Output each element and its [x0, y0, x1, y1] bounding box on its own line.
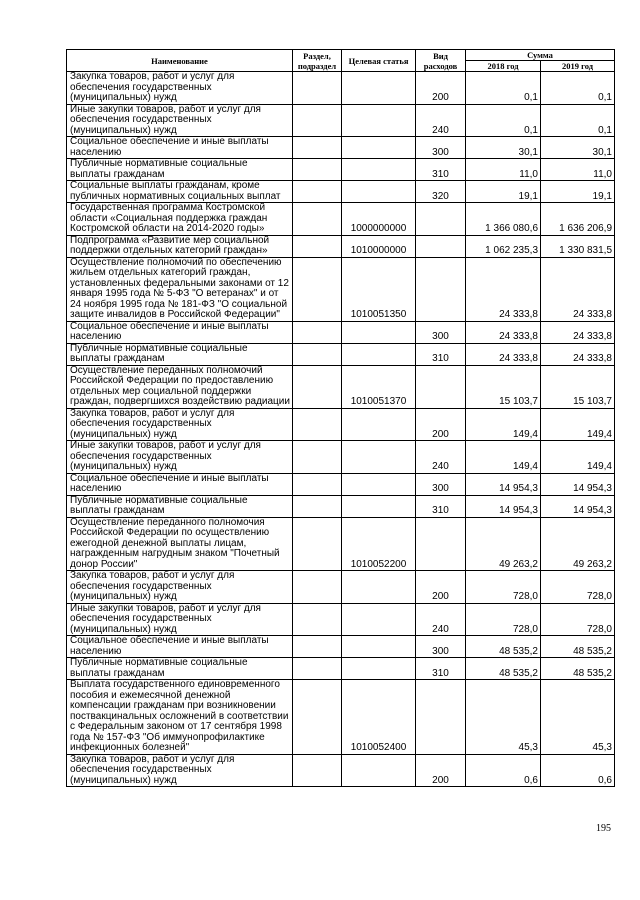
row-section — [293, 495, 342, 517]
row-expense-type: 200 — [416, 754, 466, 787]
header-expense-type: Вид расходов — [416, 50, 466, 72]
table-row — [67, 181, 615, 203]
table-row — [67, 408, 615, 441]
row-sum-2019: 1 636 206,9 — [541, 203, 615, 236]
row-sum-2019: 15 103,7 — [541, 365, 615, 408]
row-expense-type: 200 — [416, 408, 466, 441]
row-sum-2018: 11,0 — [466, 159, 541, 181]
table-row — [67, 517, 615, 571]
row-article — [342, 603, 416, 636]
row-sum-2018: 30,1 — [466, 137, 541, 159]
row-expense-type: 310 — [416, 658, 466, 680]
row-name: Социальное обеспечение и иные выплаты населению — [67, 137, 293, 159]
page-number: 195 — [596, 823, 611, 834]
table-row — [67, 343, 615, 365]
row-expense-type: 300 — [416, 137, 466, 159]
row-article — [342, 658, 416, 680]
row-sum-2018: 24 333,8 — [466, 321, 541, 343]
table-row — [67, 441, 615, 474]
table-row — [67, 257, 615, 321]
row-sum-2019: 0,1 — [541, 104, 615, 137]
row-sum-2019: 24 333,8 — [541, 343, 615, 365]
row-article — [342, 441, 416, 474]
row-expense-type: 200 — [416, 571, 466, 604]
row-expense-type: 300 — [416, 636, 466, 658]
row-sum-2018: 0,1 — [466, 104, 541, 137]
row-name: Публичные нормативные социальные выплаты гражданам — [67, 658, 293, 680]
row-name: Публичные нормативные социальные выплаты гражданам — [67, 159, 293, 181]
table-row — [67, 203, 615, 236]
row-expense-type: 310 — [416, 495, 466, 517]
row-expense-type: 200 — [416, 72, 466, 105]
row-sum-2019: 0,1 — [541, 72, 615, 105]
row-article: 1010000000 — [342, 235, 416, 257]
row-sum-2019: 45,3 — [541, 680, 615, 755]
row-article — [342, 495, 416, 517]
row-sum-2018: 45,3 — [466, 680, 541, 755]
row-name: Закупка товаров, работ и услуг для обеспечения государственных (муниципальных) нужд — [67, 754, 293, 787]
row-name: Подпрограмма «Развитие мер социальной поддержки отдельных категорий граждан» — [67, 235, 293, 257]
row-article — [342, 343, 416, 365]
row-section — [293, 754, 342, 787]
row-section — [293, 408, 342, 441]
row-section — [293, 636, 342, 658]
row-name: Иные закупки товаров, работ и услуг для обеспечения государственных (муниципальных) нужд — [67, 104, 293, 137]
row-name: Осуществление полномочий по обеспечению жильем отдельных категорий граждан, установленных федеральными законами от 12 января 1995 года № 5-ФЗ "О ветеранах" и от 24 ноября 1995 года № 181-ФЗ "О социальной защите инвалидов в Российской Федерации" — [67, 257, 293, 321]
row-expense-type: 240 — [416, 603, 466, 636]
row-sum-2018: 15 103,7 — [466, 365, 541, 408]
row-article — [342, 408, 416, 441]
row-sum-2019: 19,1 — [541, 181, 615, 203]
row-section — [293, 159, 342, 181]
header-sum: Сумма — [466, 50, 615, 61]
row-expense-type — [416, 235, 466, 257]
table-row — [67, 365, 615, 408]
row-expense-type — [416, 680, 466, 755]
row-sum-2019: 48 535,2 — [541, 658, 615, 680]
row-sum-2018: 48 535,2 — [466, 658, 541, 680]
row-article — [342, 473, 416, 495]
row-sum-2019: 728,0 — [541, 603, 615, 636]
budget-table — [66, 49, 615, 787]
row-expense-type: 320 — [416, 181, 466, 203]
row-sum-2018: 0,6 — [466, 754, 541, 787]
row-sum-2018: 19,1 — [466, 181, 541, 203]
row-article — [342, 104, 416, 137]
row-sum-2019: 24 333,8 — [541, 257, 615, 321]
row-article: 1000000000 — [342, 203, 416, 236]
row-sum-2019: 0,6 — [541, 754, 615, 787]
row-sum-2018: 149,4 — [466, 441, 541, 474]
row-name: Закупка товаров, работ и услуг для обеспечения государственных (муниципальных) нужд — [67, 571, 293, 604]
table-row — [67, 495, 615, 517]
row-expense-type — [416, 203, 466, 236]
row-article — [342, 181, 416, 203]
row-section — [293, 72, 342, 105]
row-sum-2019: 728,0 — [541, 571, 615, 604]
table-row — [67, 680, 615, 755]
row-expense-type — [416, 257, 466, 321]
header-name: Наименование — [67, 50, 293, 72]
row-sum-2019: 11,0 — [541, 159, 615, 181]
row-section — [293, 441, 342, 474]
row-expense-type: 240 — [416, 104, 466, 137]
row-section — [293, 257, 342, 321]
header-year-2019: 2019 год — [541, 61, 615, 72]
table-body — [67, 72, 615, 787]
row-article — [342, 137, 416, 159]
row-section — [293, 235, 342, 257]
table-row — [67, 104, 615, 137]
row-sum-2019: 24 333,8 — [541, 321, 615, 343]
table-row — [67, 137, 615, 159]
row-sum-2018: 24 333,8 — [466, 257, 541, 321]
row-sum-2018: 1 366 080,6 — [466, 203, 541, 236]
table-row — [67, 72, 615, 105]
header-year-2018: 2018 год — [466, 61, 541, 72]
row-sum-2019: 149,4 — [541, 408, 615, 441]
row-section — [293, 343, 342, 365]
row-name: Государственная программа Костромской области «Социальная поддержка граждан Костромской области на 2014-2020 годы» — [67, 203, 293, 236]
row-expense-type — [416, 365, 466, 408]
row-name: Иные закупки товаров, работ и услуг для обеспечения государственных (муниципальных) нужд — [67, 441, 293, 474]
table-row — [67, 235, 615, 257]
table-row — [67, 159, 615, 181]
row-sum-2018: 0,1 — [466, 72, 541, 105]
row-expense-type: 240 — [416, 441, 466, 474]
row-section — [293, 571, 342, 604]
table-row — [67, 636, 615, 658]
row-name: Социальные выплаты гражданам, кроме публичных нормативных социальных выплат — [67, 181, 293, 203]
row-name: Социальное обеспечение и иные выплаты населению — [67, 321, 293, 343]
row-expense-type: 310 — [416, 343, 466, 365]
row-expense-type: 310 — [416, 159, 466, 181]
row-article — [342, 571, 416, 604]
row-section — [293, 321, 342, 343]
row-article — [342, 754, 416, 787]
row-article: 1010052400 — [342, 680, 416, 755]
row-section — [293, 603, 342, 636]
row-article: 1010052200 — [342, 517, 416, 571]
row-sum-2019: 48 535,2 — [541, 636, 615, 658]
table-header — [67, 50, 615, 72]
row-name: Закупка товаров, работ и услуг для обеспечения государственных (муниципальных) нужд — [67, 408, 293, 441]
row-expense-type: 300 — [416, 321, 466, 343]
header-article: Целевая статья — [342, 50, 416, 72]
table-row — [67, 658, 615, 680]
row-section — [293, 517, 342, 571]
table-row — [67, 571, 615, 604]
row-name: Осуществление переданного полномочия Российской Федерации по осуществлению ежегодной денежной выплаты лицам, награжденным нагрудным знаком "Почетный донор России" — [67, 517, 293, 571]
row-name: Закупка товаров, работ и услуг для обеспечения государственных (муниципальных) нужд — [67, 72, 293, 105]
row-sum-2018: 728,0 — [466, 603, 541, 636]
row-name: Публичные нормативные социальные выплаты гражданам — [67, 343, 293, 365]
header-section: Раздел, подраздел — [293, 50, 342, 72]
row-sum-2019: 149,4 — [541, 441, 615, 474]
row-expense-type: 300 — [416, 473, 466, 495]
row-sum-2019: 14 954,3 — [541, 495, 615, 517]
row-section — [293, 203, 342, 236]
row-section — [293, 137, 342, 159]
row-article — [342, 159, 416, 181]
table-row — [67, 473, 615, 495]
row-article — [342, 321, 416, 343]
row-sum-2018: 728,0 — [466, 571, 541, 604]
table-row — [67, 603, 615, 636]
row-sum-2019: 30,1 — [541, 137, 615, 159]
row-section — [293, 365, 342, 408]
row-sum-2018: 49 263,2 — [466, 517, 541, 571]
row-section — [293, 473, 342, 495]
row-section — [293, 658, 342, 680]
row-sum-2018: 24 333,8 — [466, 343, 541, 365]
row-section — [293, 104, 342, 137]
row-sum-2019: 1 330 831,5 — [541, 235, 615, 257]
row-section — [293, 680, 342, 755]
row-expense-type — [416, 517, 466, 571]
row-name: Публичные нормативные социальные выплаты гражданам — [67, 495, 293, 517]
row-name: Осуществление переданных полномочий Российской Федерации по предоставлению отдельных мер социальной поддержки граждан, подвергшихся воздействию радиации — [67, 365, 293, 408]
table-row — [67, 321, 615, 343]
row-sum-2018: 48 535,2 — [466, 636, 541, 658]
table-row — [67, 754, 615, 787]
row-sum-2018: 14 954,3 — [466, 495, 541, 517]
row-name: Иные закупки товаров, работ и услуг для обеспечения государственных (муниципальных) нужд — [67, 603, 293, 636]
row-sum-2018: 149,4 — [466, 408, 541, 441]
row-name: Социальное обеспечение и иные выплаты населению — [67, 636, 293, 658]
row-article: 1010051350 — [342, 257, 416, 321]
row-article: 1010051370 — [342, 365, 416, 408]
row-sum-2019: 14 954,3 — [541, 473, 615, 495]
row-article — [342, 72, 416, 105]
row-sum-2018: 1 062 235,3 — [466, 235, 541, 257]
row-name: Социальное обеспечение и иные выплаты населению — [67, 473, 293, 495]
row-sum-2019: 49 263,2 — [541, 517, 615, 571]
row-sum-2018: 14 954,3 — [466, 473, 541, 495]
row-section — [293, 181, 342, 203]
row-name: Выплата государственного единовременного пособия и ежемесячной денежной компенсации гражданам при возникновении поствакцинальных осложнений в соответствии с Федеральным законом от 17 сентября 1998 года № 157-ФЗ "Об иммунопрофилактике инфекционных болезней" — [67, 680, 293, 755]
row-article — [342, 636, 416, 658]
